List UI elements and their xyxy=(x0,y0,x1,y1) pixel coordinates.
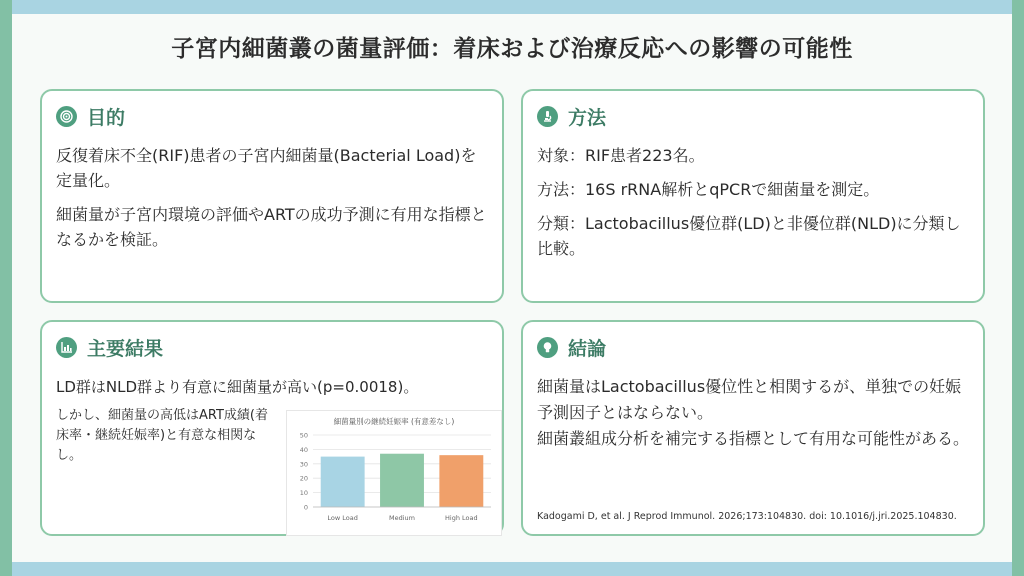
y-tick-label: 40 xyxy=(299,445,308,454)
results-lead-text: LD群はNLD群より有意に細菌量が高い(p=0.0018)。 xyxy=(56,378,419,396)
x-tick-label: High Load xyxy=(445,514,478,522)
chart-title: 細菌量別の継続妊娠率 (有意差なし) xyxy=(333,417,455,426)
purpose-heading: 目的 xyxy=(87,107,126,129)
conclusion-heading: 結論 xyxy=(568,338,607,360)
page-title: 子宮内細菌叢の菌量評価：着床および治療反応への影響の可能性 xyxy=(171,36,853,62)
method-text-2: 方法：16S rRNA解析とqPCRで細菌量を測定。 xyxy=(537,180,880,199)
results-card xyxy=(40,320,504,536)
results-header xyxy=(56,334,163,361)
purpose-text-1: 反復着床不全(RIF)患者の子宮内細菌量(Bacterial Load)を定量化。 xyxy=(56,146,477,190)
target-icon xyxy=(56,106,77,127)
y-tick-label: 20 xyxy=(299,474,308,483)
microscope-icon xyxy=(537,106,558,127)
results-body xyxy=(56,376,488,522)
y-tick-label: 0 xyxy=(303,503,308,512)
x-tick-label: Low Load xyxy=(327,514,358,522)
left-border xyxy=(0,0,12,576)
method-text-3: 分類：Lactobacillus優位群(LD)と非優位群(NLD)に分類し比較。 xyxy=(537,214,961,258)
purpose-text-2: 細菌量が子宮内環境の評価やARTの成功予測に有用な指標となるかを検証。 xyxy=(56,205,487,249)
y-tick-label: 10 xyxy=(299,489,308,498)
lightbulb-icon xyxy=(537,337,558,358)
purpose-card xyxy=(40,89,504,303)
x-tick-label: Medium xyxy=(389,514,415,522)
method-card xyxy=(521,89,985,303)
bottom-border xyxy=(0,562,1024,576)
conclusion-text-1: 細菌量はLactobacillus優位性と相関するが、単独での妊娠予測因子とはならない。 xyxy=(537,377,962,422)
conclusion-header xyxy=(537,334,606,361)
method-header xyxy=(537,103,606,130)
results-sub-text: しかし、細菌量の高低はART成績(着床率・継続妊娠率)と有意な相関なし。 xyxy=(56,408,268,463)
bar xyxy=(321,457,365,507)
conclusion-text-2: 細菌叢組成分析を補完する指標として有用な可能性がある。 xyxy=(537,429,970,448)
bar-chart-icon xyxy=(56,337,77,358)
y-tick-label: 50 xyxy=(299,431,308,440)
results-heading: 主要結果 xyxy=(87,338,164,360)
conclusion-body xyxy=(537,374,969,461)
purpose-header xyxy=(56,103,125,130)
method-body xyxy=(537,143,969,270)
bar xyxy=(439,455,483,507)
chart-svg xyxy=(287,411,501,535)
method-heading: 方法 xyxy=(568,107,607,129)
top-border xyxy=(0,0,1024,14)
bar xyxy=(380,454,424,507)
right-border xyxy=(1012,0,1024,576)
method-text-1: 対象：RIF患者223名。 xyxy=(537,146,705,165)
conclusion-card xyxy=(521,320,985,536)
purpose-body xyxy=(56,143,488,261)
pregnancy-rate-chart xyxy=(286,410,502,536)
y-tick-label: 30 xyxy=(299,460,308,469)
citation: Kadogami D, et al. J Reprod Immunol. 2026;173:104830. doi: 10.1016/j.jri.2025.104830. xyxy=(537,511,957,522)
